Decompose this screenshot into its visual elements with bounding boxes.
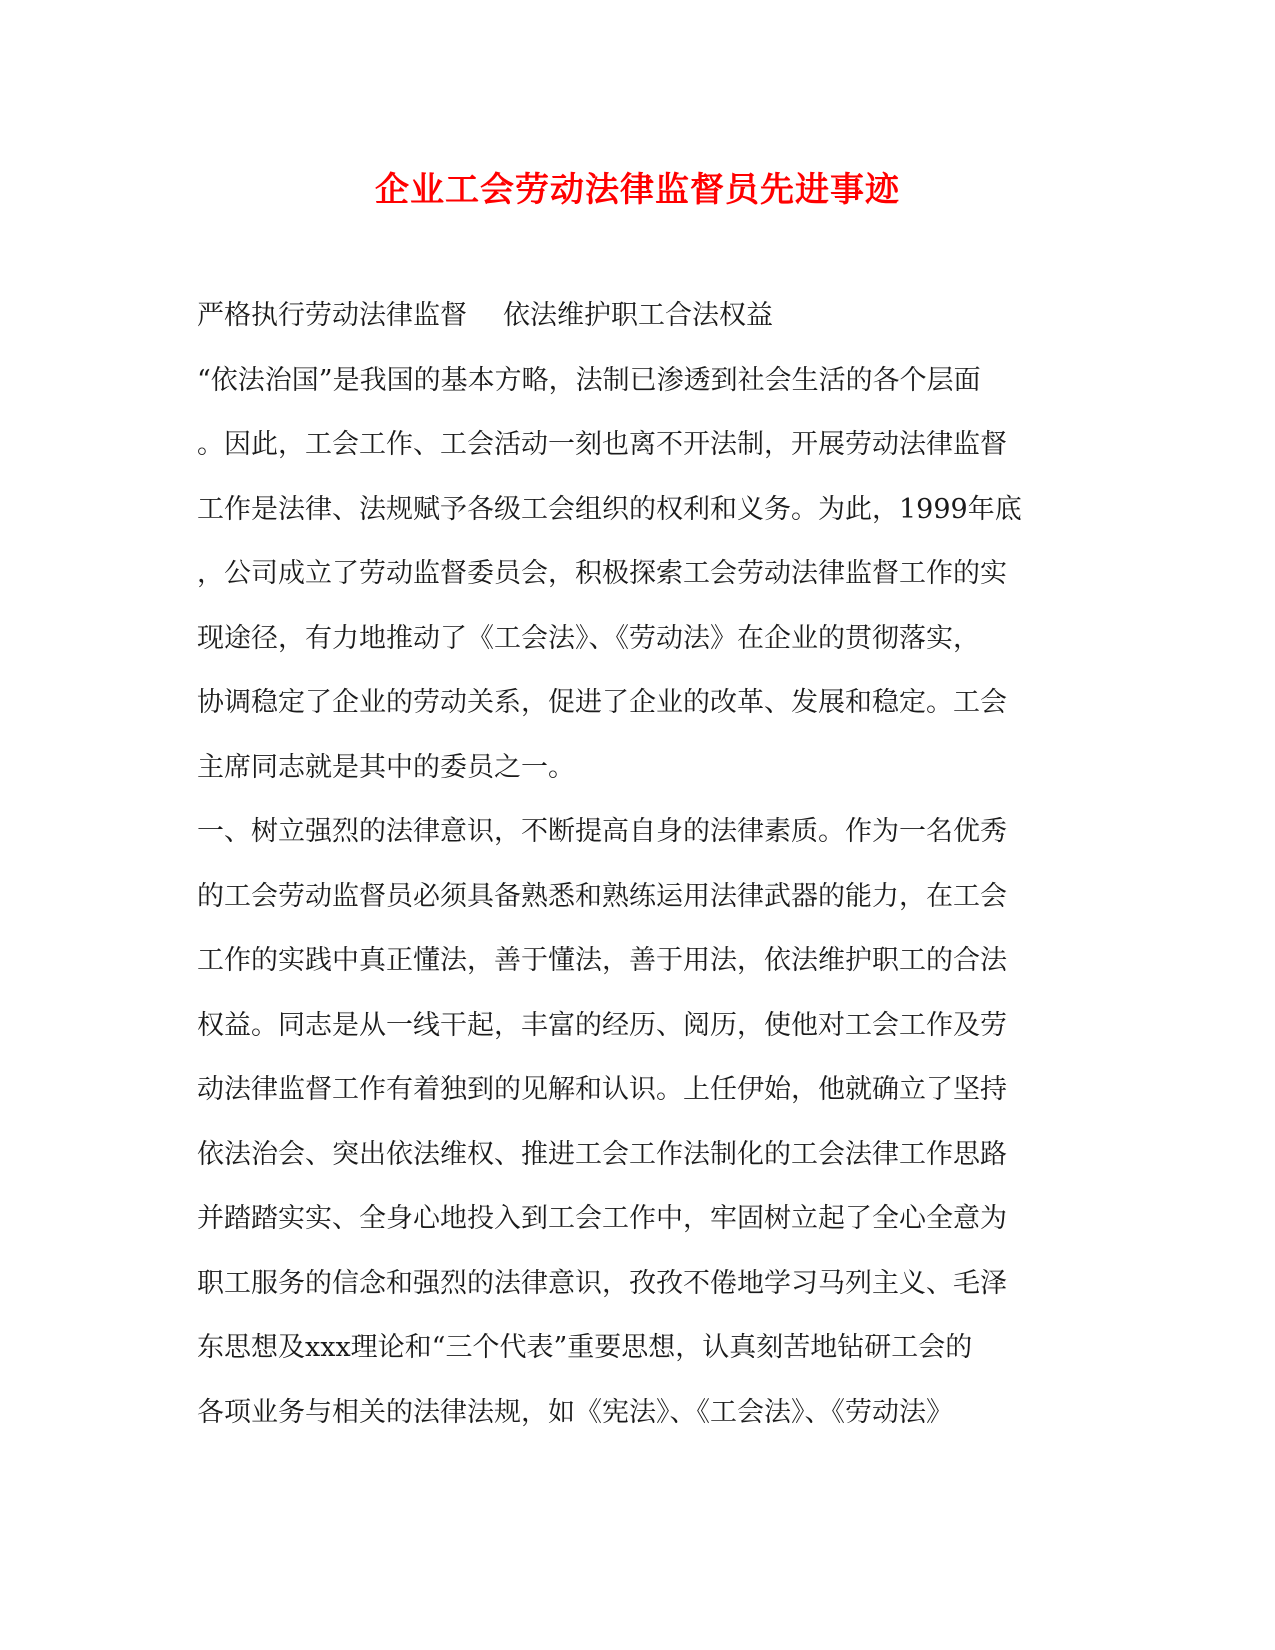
text-line: 权益。同志是从一线干起，丰富的经历、阅历，使他对工会工作及劳 (197, 1009, 1007, 1041)
text-line: 并踏踏实实、全身心地投入到工会工作中，牢固树立起了全心全意为 (197, 1203, 1007, 1234)
text-line: ，公司成立了劳动监督委员会，积极探索工会劳动法律监督工作的实 (197, 558, 1007, 589)
text-line: 工作的实践中真正懂法，善于懂法，善于用法，依法维护职工的合法 (197, 945, 1007, 976)
text-line: 东思想及xxx理论和“三个代表”重要思想，认真刻苦地钻研工会的 (197, 1332, 973, 1363)
text-line: 的工会劳动监督员必须具备熟悉和熟练运用法律武器的能力，在工会 (197, 880, 1007, 912)
text-line: 现途径，有力地推动了《工会法》、《劳动法》在企业的贯彻落实， (197, 622, 980, 654)
subtitle-part-2: 依法维护职工合法权益 (503, 300, 773, 331)
text-line: 各项业务与相关的法律法规，如《宪法》、《工会法》、《劳动法》 (197, 1396, 953, 1428)
text-line: 职工服务的信念和强烈的法律意识，孜孜不倦地学习马列主义、毛泽 (197, 1267, 1007, 1299)
document-title: 企业工会劳动法律监督员先进事迹 (375, 170, 900, 210)
subtitle-part-1: 严格执行劳动法律监督 (197, 300, 467, 331)
text-line: 。因此，工会工作、工会活动一刻也离不开法制，开展劳动法律监督 (197, 429, 1007, 460)
text-line: 动法律监督工作有着独到的见解和认识。上任伊始，他就确立了坚持 (197, 1074, 1007, 1105)
text-line: 依法治会、突出依法维权、推进工会工作法制化的工会法律工作思路 (197, 1138, 1007, 1170)
text-line: 一、树立强烈的法律意识，不断提高自身的法律素质。作为一名优秀 (197, 816, 1007, 847)
text-line: “依法治国”是我国的基本方略，法制已渗透到社会生活的各个层面 (197, 364, 981, 396)
text-line: 主席同志就是其中的委员之一。 (197, 751, 575, 783)
document-subtitle (197, 284, 1087, 349)
text-line: 协调稳定了企业的劳动关系，促进了企业的改革、发展和稳定。工会 (197, 687, 1007, 718)
document-body (197, 284, 1087, 1445)
text-line: 工作是法律、法规赋予各级工会组织的权利和义务。为此，1999年底 (197, 493, 1022, 525)
